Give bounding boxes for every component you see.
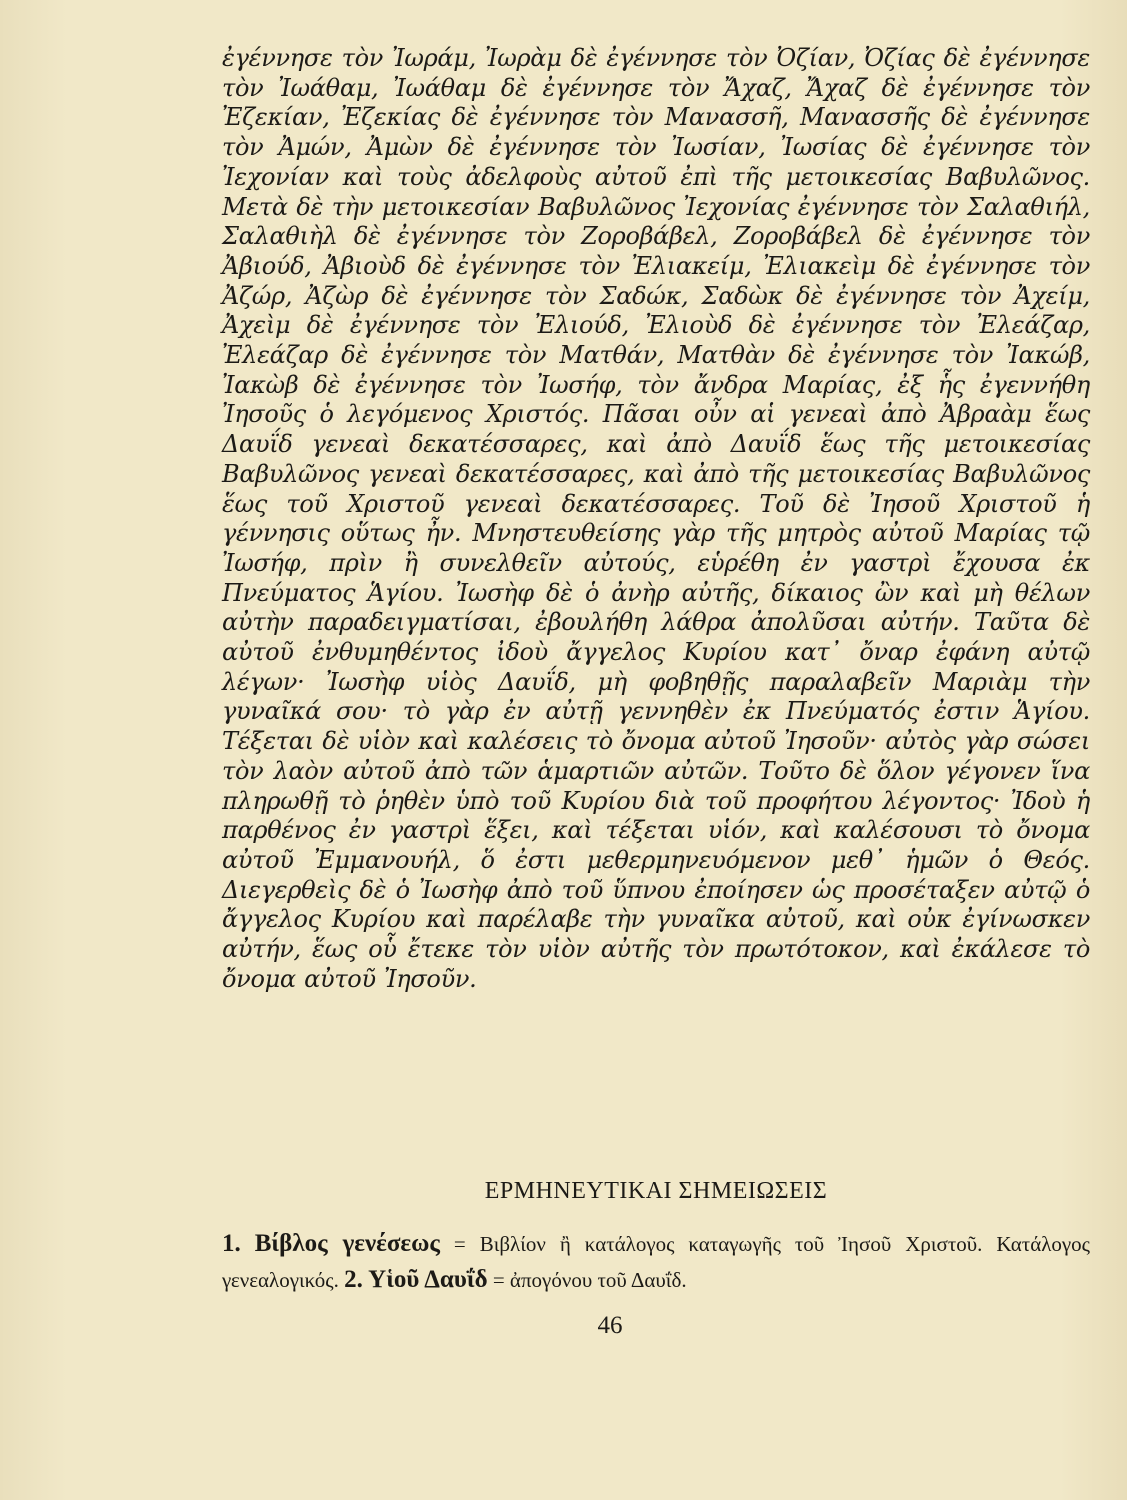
note-definition: = Βιβλίον ἢ κατάλογος καταγωγῆς τοῦ Ἰησοῦ Χριστοῦ. Κατάλογος γενεαλογικός. bbox=[222, 1232, 1090, 1292]
note-number: 1. bbox=[222, 1230, 241, 1257]
scripture-paragraph: ἐγέννησε τὸν Ἰωράμ, Ἰωρὰμ δὲ ἐγέννησε τὸν Ὀζίαν, Ὀζίας δὲ ἐγέννησε τὸν Ἰωάθαμ, Ἰωάθαμ δὲ ἐγέννησε τὸν Ἄχαζ, Ἄχαζ δὲ ἐγέννησε τὸν Ἐζεκίαν, Ἐζεκίας δὲ ἐγέννησε τὸν Μανασσῆ, Μανασσῆς δὲ ἐγέννησε τὸν Ἀμών, Ἀμὼν δὲ ἐγέννησε τὸν Ἰωσίαν, Ἰωσίας δὲ ἐγέννησε τὸν Ἰεχονίαν καὶ τοὺς ἀδελφοὺς αὐτοῦ ἐπὶ τῆς μετοικεσίας Βαβυλῶνος. Μετὰ δὲ τὴν μετοικεσίαν Βαβυλῶνος Ἰεχονίας ἐγέννησε τὸν Σαλαθιήλ, Σαλαθιὴλ δὲ ἐγέννησε τὸν Ζοροβάβελ, Ζοροβάβελ δὲ ἐγέννησε τὸν Ἀβιούδ, Ἀβιοὺδ δὲ ἐγέννησε τὸν Ἐλιακείμ, Ἐλιακεὶμ δὲ ἐγέννησε τὸν Ἀζώρ, Ἀζὼρ δὲ ἐγέννησε τὸν Σαδώκ, Σαδὼκ δὲ ἐγέννησε τὸν Ἀχείμ, Ἀχεὶμ δὲ ἐγέννησε τὸν Ἐλιούδ, Ἐλιοὺδ δὲ ἐγέννησε τὸν Ἐλεάζαρ, Ἐλεάζαρ δὲ ἐγέννησε τὸν Ματθάν, Ματθὰν δὲ ἐγέννησε τὸν Ἰακώβ, Ἰακὼβ δὲ ἐγέννησε τὸν Ἰωσήφ, τὸν ἄνδρα Μαρίας, ἐξ ἧς ἐγεννήθη Ἰησοῦς ὁ λεγόμενος Χριστός. Πᾶσαι οὖν αἱ γενεαὶ ἀπὸ Ἀβραὰμ ἕως Δαυΐδ γενεαὶ δεκατέσσαρες, καὶ ἀπὸ Δαυΐδ ἕως τῆς μετοικεσίας Βαβυλῶνος γενεαὶ δεκατέσσαρες, καὶ ἀπὸ τῆς μετοικεσίας Βαβυλῶνος ἕως τοῦ Χριστοῦ γενεαὶ δεκατέσσαρες. Τοῦ δὲ Ἰησοῦ Χριστοῦ ἡ γέννησις οὕτως ἦν. Μνηστευθείσης γὰρ τῆς μητρὸς αὐτοῦ Μαρίας τῷ Ἰωσήφ, πρὶν ἢ συνελθεῖν αὐτούς, εὑρέθη ἐν γαστρὶ ἔχουσα ἐκ Πνεύματος Ἁγίου. Ἰωσὴφ δὲ ὁ ἀνὴρ αὐτῆς, δίκαιος ὢν καὶ μὴ θέλων αὐτὴν παραδειγματίσαι, ἐβουλήθη λάθρα ἀπολῦσαι αὐτήν. Ταῦτα δὲ αὐτοῦ ἐνθυμηθέντος ἰδοὺ ἄγγελος Κυρίου κατ᾿ ὄναρ ἐφάνη αὐτῷ λέγων· Ἰωσὴφ υἱὸς Δαυΐδ, μὴ φοβηθῇς παραλαβεῖν Μαριὰμ τὴν γυναῖκά σου· τὸ γὰρ ἐν αὐτῇ γεννηθὲν ἐκ Πνεύματός ἐστιν Ἁγίου. Τέξεται δὲ υἱὸν καὶ καλέσεις τὸ ὄνομα αὐτοῦ Ἰησοῦν· αὐτὸς γὰρ σώσει τὸν λαὸν αὐτοῦ ἀπὸ τῶν ἁμαρτιῶν αὐτῶν. Τοῦτο δὲ ὅλον γέγονεν ἵνα πληρωθῇ τὸ ῥηθὲν ὑπὸ τοῦ Κυρίου διὰ τοῦ προφήτου λέγοντος· Ἰδοὺ ἡ παρθένος ἐν γαστρὶ ἕξει, καὶ τέξεται υἱόν, καὶ καλέσουσι τὸ ὄνομα αὐτοῦ Ἐμμανουήλ, ὅ ἐστι μεθερμηνευόμενον μεθ᾿ ἡμῶν ὁ Θεός. Διεγερθεὶς δὲ ὁ Ἰωσὴφ ἀπὸ τοῦ ὕπνου ἐποίησεν ὡς προσέταξεν αὐτῷ ὁ ἄγγελος Κυρίου καὶ παρέλαβε τὴν γυναῖκα αὐτοῦ, καὶ οὐκ ἐγίνωσκεν αὐτήν, ἕως οὗ ἔτεκε τὸν υἱὸν αὐτῆς τὸν πρωτότοκον, καὶ ἐκάλεσε τὸ ὄνομα αὐτοῦ Ἰησοῦν. bbox=[222, 44, 1090, 993]
note-term: Βίβλος γενέσεως bbox=[254, 1230, 440, 1257]
note-number: 2. bbox=[344, 1266, 363, 1293]
note-term: Υἱοῦ Δαυΐδ bbox=[368, 1266, 488, 1293]
section-heading: ΕΡΜΗΝΕΥΤΙΚΑΙ ΣΗΜΕΙΩΣΕΙΣ bbox=[484, 1178, 828, 1204]
page-number: 46 bbox=[597, 1312, 623, 1339]
note-definition: = ἀπογόνου τοῦ Δαυΐδ. bbox=[487, 1268, 687, 1292]
interpretive-notes bbox=[222, 1226, 1090, 1298]
